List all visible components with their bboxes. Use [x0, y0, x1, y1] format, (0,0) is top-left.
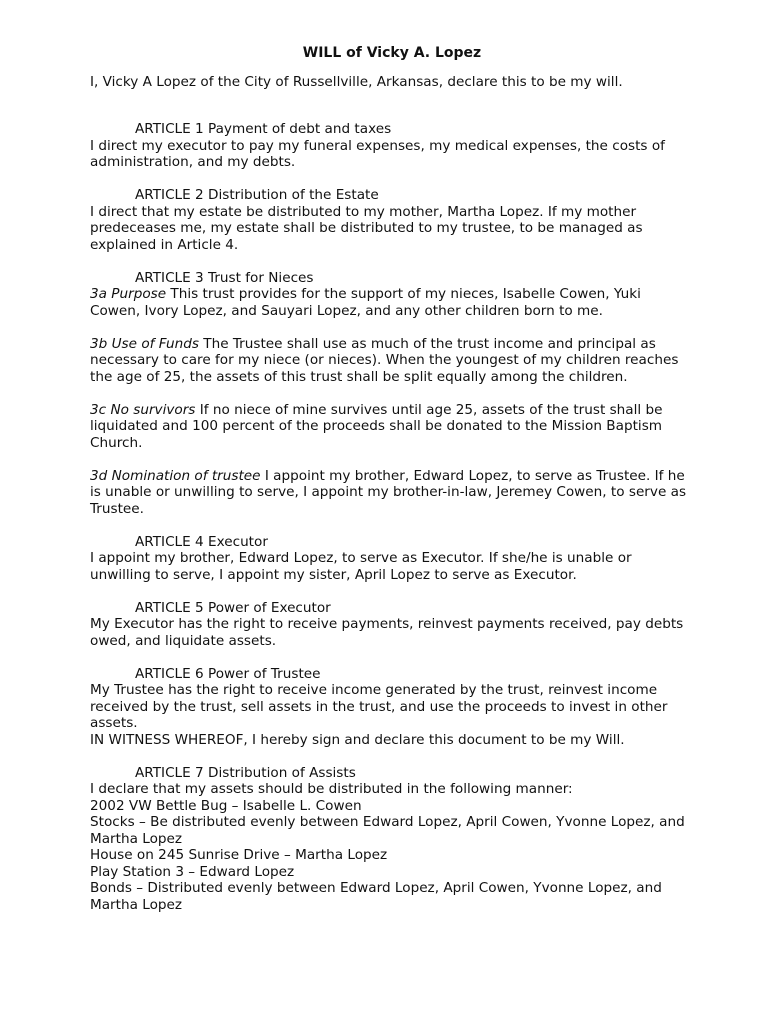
article-3-heading: ARTICLE 3 Trust for Nieces [135, 269, 314, 286]
article-5-heading: ARTICLE 5 Power of Executor [135, 599, 331, 616]
witness-statement: IN WITNESS WHEREOF, I hereby sign and declare this document to be my Will. [90, 731, 625, 748]
article-4 [90, 534, 690, 584]
article-3c-paragraph [90, 402, 690, 452]
article-2-text: I direct that my estate be distributed to my mother, Martha Lopez. If my mother predeceases me, my estate shall be distributed to my trustee, to be managed as explained in Article 4. [90, 203, 643, 253]
asset-item: Stocks – Be distributed evenly between Edward Lopez, April Cowen, Yvonne Lopez, and Martha Lopez [90, 814, 685, 847]
article-3c-text: If no niece of mine survives until age 25, assets of the trust shall be liquidated and 100 percent of the proceeds shall be donated to the Mission Baptism Church. [90, 401, 663, 451]
article-2-heading: ARTICLE 2 Distribution of the Estate [135, 187, 379, 203]
article-6-text: My Trustee has the right to receive income generated by the trust, reinvest income received by the trust, sell assets in the trust, and use the proceeds to invest in other assets. [90, 682, 668, 731]
document-title: WILL of Vicky A. Lopez [302, 45, 482, 61]
asset-item: Bonds – Distributed evenly between Edward Lopez, April Cowen, Yvonne Lopez, and Martha Lopez [90, 880, 662, 913]
article-3a-text: This trust provides for the support of my nieces, Isabelle Cowen, Yuki Cowen, Ivory Lopez, and Sauyari Lopez, and any other children born to me. [90, 286, 641, 319]
article-3b-label: 3b Use of Funds [90, 335, 199, 352]
asset-item: 2002 VW Bettle Bug – Isabelle L. Cowen [90, 797, 362, 814]
article-3b-paragraph [90, 336, 690, 386]
asset-item: Play Station 3 – Edward Lopez [90, 863, 295, 880]
article-7-intro: I declare that my assets should be distributed in the following manner: [90, 781, 573, 797]
article-3d-text: I appoint my brother, Edward Lopez, to serve as Trustee. If he is unable or unwilling to serve, I appoint my brother-in-law, Jeremey Cowen, to serve as Trustee. [90, 467, 687, 517]
article-4-heading: ARTICLE 4 Executor [135, 533, 268, 550]
article-5 [90, 600, 690, 650]
article-6 [90, 666, 690, 749]
article-4-text: I appoint my brother, Edward Lopez, to serve as Executor. If she/he is unable or unwilling to serve, I appoint my sister, April Lopez to serve as Executor. [90, 550, 632, 583]
article-5-text: My Executor has the right to receive payments, reinvest payments received, pay debts owed, and liquidate assets. [90, 616, 684, 649]
article-2 [90, 187, 690, 253]
article-3a-label: 3a Purpose [90, 286, 167, 302]
article-3 [90, 270, 690, 518]
article-3c-label: 3c No survivors [90, 401, 196, 418]
article-3d-paragraph [90, 468, 690, 518]
article-7 [90, 765, 690, 914]
article-1-heading: ARTICLE 1 Payment of debt and taxes [135, 121, 392, 137]
will-document [90, 45, 690, 913]
intro-paragraph: I, Vicky A Lopez of the City of Russellville, Arkansas, declare this to be my will. [90, 73, 623, 90]
article-3a-paragraph [90, 286, 690, 319]
asset-list [90, 798, 690, 914]
article-7-heading: ARTICLE 7 Distribution of Assists [135, 764, 356, 781]
article-1 [90, 121, 690, 171]
article-3d-label: 3d Nomination of trustee [90, 467, 261, 484]
article-3b-text: The Trustee shall use as much of the trust income and principal as necessary to care for my niece (or nieces). When the youngest of my children reaches the age of 25, the assets of this trust shall be split equally among the children. [90, 335, 679, 385]
article-1-text: I direct my executor to pay my funeral expenses, my medical expenses, the costs of administration, and my debts. [90, 137, 665, 170]
asset-item: House on 245 Sunrise Drive – Martha Lopez [90, 847, 388, 863]
article-6-heading: ARTICLE 6 Power of Trustee [135, 665, 321, 682]
